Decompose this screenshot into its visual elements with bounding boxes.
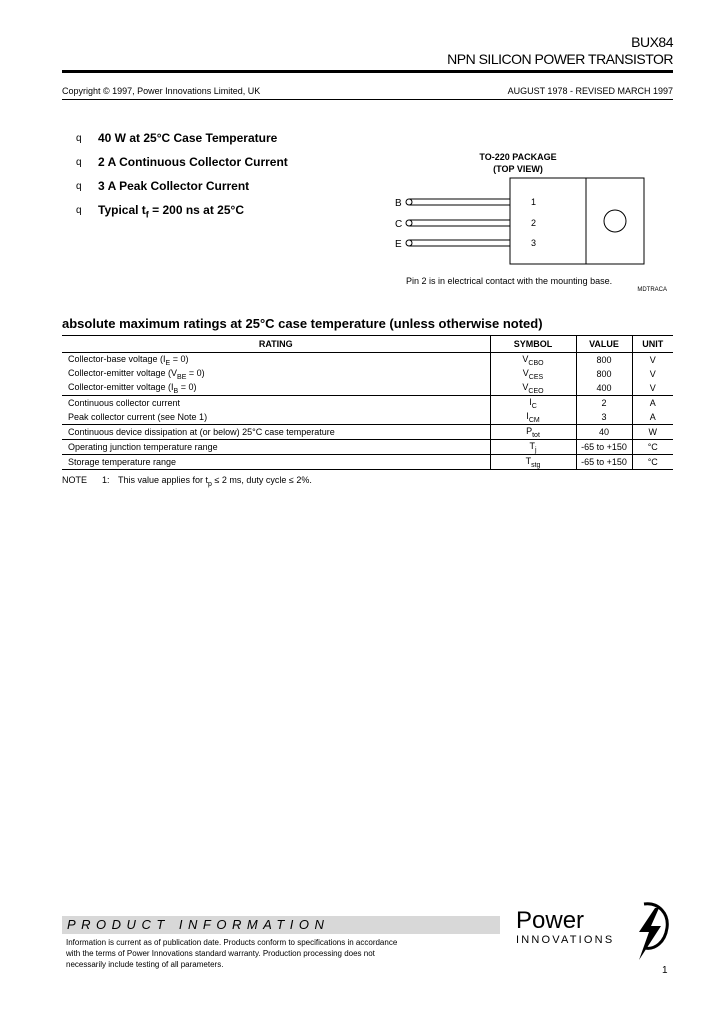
table-row — [62, 410, 673, 425]
feature-item — [76, 179, 288, 203]
header-unit: UNIT — [632, 336, 673, 353]
table-row — [62, 353, 673, 368]
bullet-icon: q — [76, 181, 82, 192]
symbol-cell: $I_{CM}$ — [490, 410, 576, 425]
table-row — [62, 440, 673, 455]
rating-cell: Collector-base voltage $(I_E = 0)$ — [68, 353, 189, 367]
value-cell: 2 — [576, 396, 632, 411]
table-row — [62, 455, 673, 470]
package-note: Pin 2 is in electrical contact with the mounting base. — [406, 276, 613, 286]
feature-text: 2 A Continuous Collector Current — [98, 155, 288, 169]
value-cell: -65 to +150 — [576, 455, 632, 470]
value-cell: 800 — [576, 367, 632, 381]
lightning-bolt-icon — [639, 908, 661, 960]
symbol-cell: $V_{CEO}$ — [490, 381, 576, 396]
unit-cell: V — [632, 381, 673, 396]
part-number: BUX84 — [631, 34, 673, 50]
rating-cell: Storage temperature range — [62, 455, 490, 470]
header-symbol: SYMBOL — [490, 336, 576, 353]
table-row — [62, 381, 673, 396]
symbol-cell: $I_C$ — [490, 396, 576, 411]
pin-number-1: 1 — [531, 197, 537, 207]
page-number: 1 — [662, 965, 668, 976]
feature-item — [76, 203, 288, 227]
header-rule — [62, 70, 673, 73]
logo-word-innovations: INNOVATIONS — [516, 934, 615, 946]
unit-cell: °C — [632, 440, 673, 455]
unit-cell: W — [632, 425, 673, 440]
unit-cell: A — [632, 410, 673, 425]
value-cell: -65 to +150 — [576, 440, 632, 455]
pin-number-3: 3 — [531, 238, 537, 248]
feature-text: Typical $t_f = 200$ ns at 25°C — [98, 203, 244, 220]
rating-cell: Continuous device dissipation at (or below) 25°C case temperature — [62, 425, 490, 440]
rating-cell: Peak collector current (see Note 1) — [68, 412, 208, 422]
copyright: Copyright © 1997, Power Innovations Limited, UK — [62, 86, 261, 96]
header-rule-thin — [62, 99, 673, 100]
pin-label-e: E — [395, 239, 402, 250]
symbol-cell: $V_{CES}$ — [490, 367, 576, 381]
pin-lead-1 — [406, 199, 510, 205]
package-body — [510, 178, 586, 264]
package-title: TO-220 PACKAGE (TOP VIEW) — [479, 152, 557, 174]
symbol-cell: $T_j$ — [490, 440, 576, 455]
value-cell: 800 — [576, 353, 632, 368]
pin-lead-2 — [406, 220, 510, 226]
table-row — [62, 367, 673, 381]
package-code: MDTRACA — [637, 287, 667, 293]
table-note: NOTE 1: This value applies for $t_p \le 2$ ms, duty cycle ≤ 2%. — [62, 475, 312, 488]
unit-cell: V — [632, 367, 673, 381]
mounting-hole — [604, 210, 626, 232]
product-info-label: PRODUCT INFORMATION — [67, 917, 330, 932]
bullet-icon: q — [76, 205, 82, 216]
rating-cell: Collector-emitter voltage $(I_B = 0)$ — [68, 381, 197, 395]
ratings-table — [62, 335, 673, 470]
disclaimer: Information is current as of publication date. Products conform to specifications in accordance with the terms of Power Innovations standard warranty. Production processing does not necessarily include testing of all parameters. — [66, 938, 398, 969]
pin-lead-3 — [406, 240, 510, 246]
value-cell: 400 — [576, 381, 632, 396]
unit-cell: V — [632, 353, 673, 368]
symbol-cell: $V_{CBO}$ — [490, 353, 576, 368]
feature-item — [76, 131, 288, 155]
rating-cell: Operating junction temperature range — [62, 440, 490, 455]
symbol-cell: $P_{tot}$ — [490, 425, 576, 440]
unit-cell: °C — [632, 455, 673, 470]
ratings-title: absolute maximum ratings at 25°C case temperature (unless otherwise noted) — [62, 316, 543, 331]
pin-label-b: B — [395, 198, 402, 209]
table-header-row — [62, 336, 673, 353]
feature-text: 3 A Peak Collector Current — [98, 179, 250, 193]
header-rating: RATING — [62, 336, 490, 353]
feature-item — [76, 155, 288, 179]
header-value: VALUE — [576, 336, 632, 353]
part-description: NPN SILICON POWER TRANSISTOR — [447, 51, 673, 67]
bullet-icon: q — [76, 133, 82, 144]
value-cell: 40 — [576, 425, 632, 440]
bullet-icon: q — [76, 157, 82, 168]
value-cell: 3 — [576, 410, 632, 425]
symbol-cell: $T_{stg}$ — [490, 455, 576, 470]
package-diagram — [392, 176, 652, 276]
feature-text: 40 W at 25°C Case Temperature — [98, 131, 278, 145]
pin-number-2: 2 — [531, 218, 537, 228]
unit-cell: A — [632, 396, 673, 411]
revision-dates: AUGUST 1978 - REVISED MARCH 1997 — [507, 86, 673, 96]
rating-cell: Continuous collector current — [62, 396, 490, 411]
pin-label-c: C — [395, 219, 403, 230]
table-row — [62, 396, 673, 411]
logo-word-power: Power — [516, 907, 585, 934]
feature-list — [76, 131, 288, 227]
rating-cell: Collector-emitter voltage $(V_{BE} = 0)$ — [68, 367, 205, 381]
power-innovations-logo — [513, 902, 673, 964]
table-row — [62, 425, 673, 440]
